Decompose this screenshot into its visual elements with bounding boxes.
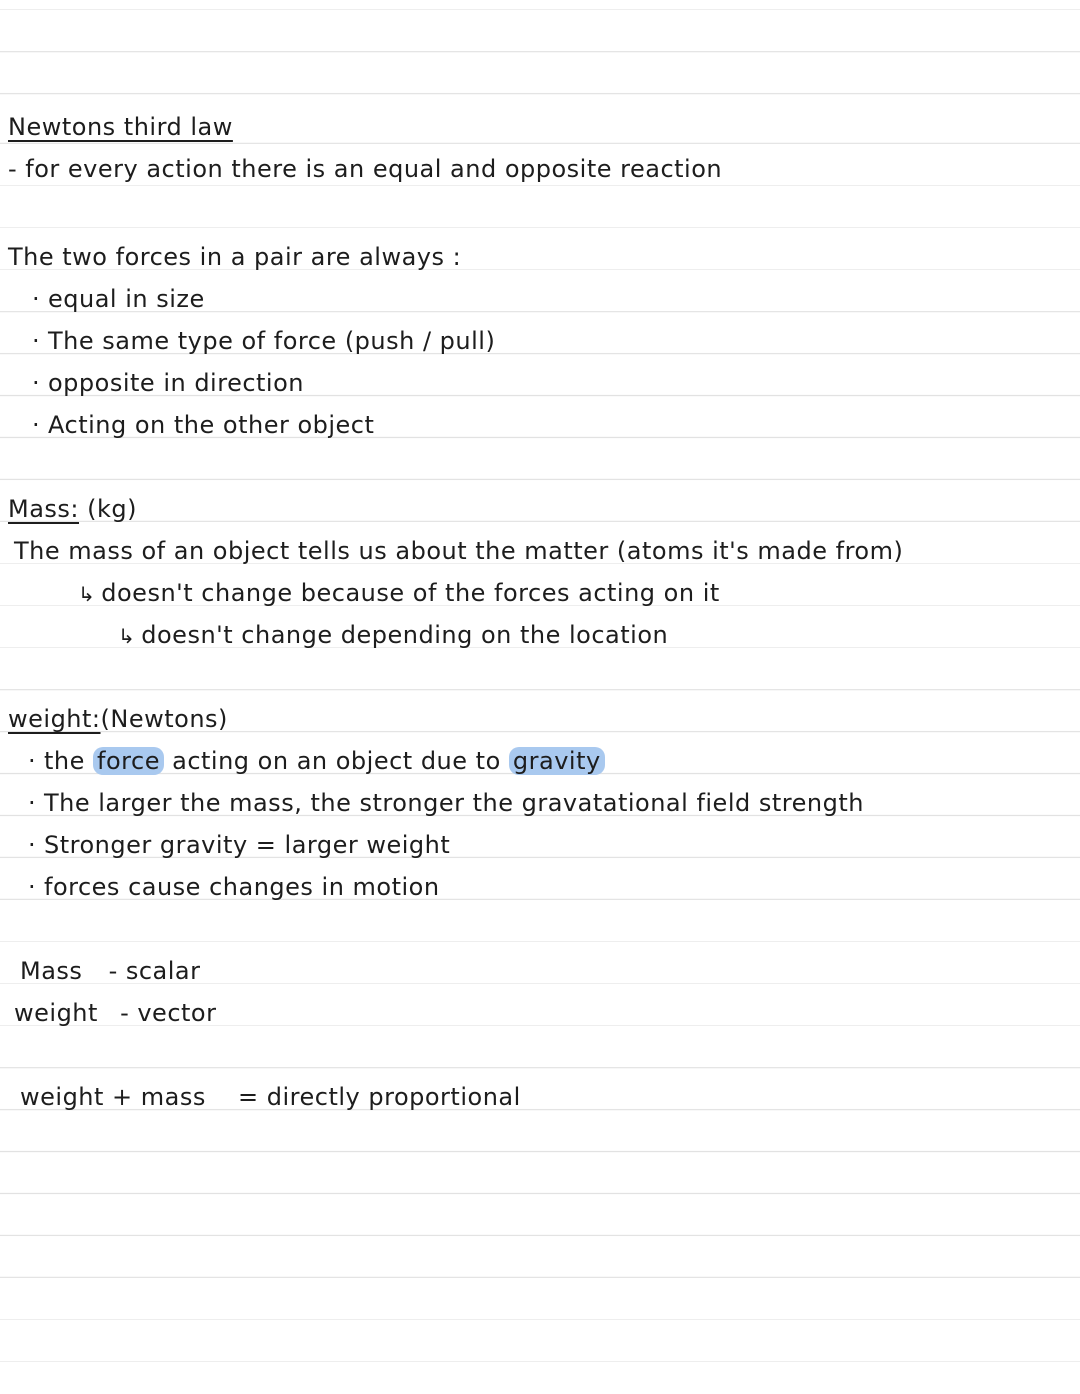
bullet-dot: · [32,285,41,313]
mass-sub-point: ↳ doesn't change because of the forces acting on it [78,579,720,607]
relation-line [20,1082,521,1112]
weight-bullet: · The larger the mass, the stronger the gravatational field strength [28,789,864,817]
arrow-icon: ↳ [78,582,96,606]
weight-type-line [14,998,216,1028]
bullet-dot: · [28,873,37,901]
weight-bullet: · forces cause changes in motion [28,873,440,901]
relation-left: weight + mass [20,1083,206,1111]
bullet-dot: · [28,747,37,775]
highlight-gravity: gravity [509,747,605,775]
relation-right: = directly proportional [238,1083,521,1111]
mass-sub-point: ↳ doesn't change depending on the location [118,621,669,649]
weight-bullet: · Stronger gravity = larger weight [28,831,451,859]
mass-unit: (kg) [87,495,138,523]
weight-term: weight [14,999,98,1027]
pairs-bullet: · The same type of force (push / pull) [32,327,496,355]
mass-description: The mass of an object tells us about the matter (atoms it's made from) [14,537,904,565]
bullet-dot: · [32,327,41,355]
mass-term: Mass [20,957,83,985]
mass-type-line [20,956,201,986]
newton-heading: Newtons third law [8,113,233,141]
pairs-intro: The two forces in a pair are always : [8,243,462,271]
weight-heading: weight: [8,705,101,733]
weight-bullet: · the force acting on an object due to gravity [28,746,605,776]
bullet-dot: · [28,789,37,817]
mass-heading-line [8,494,137,524]
newton-definition: - for every action there is an equal and opposite reaction [8,155,723,183]
pairs-bullet: · opposite in direction [32,369,304,397]
pairs-bullet: · equal in size [32,285,205,313]
pairs-bullet: · Acting on the other object [32,411,375,439]
bullet-dot: · [32,411,41,439]
weight-unit: (Newtons) [100,705,228,733]
bullet-dot: · [28,831,37,859]
mass-heading: Mass: [8,495,80,523]
weight-heading-line [8,704,228,734]
mass-type: - scalar [108,957,201,985]
bullet-dot: · [32,369,41,397]
arrow-icon: ↳ [118,624,136,648]
weight-type: - vector [120,999,217,1027]
highlight-force: force [93,747,164,775]
